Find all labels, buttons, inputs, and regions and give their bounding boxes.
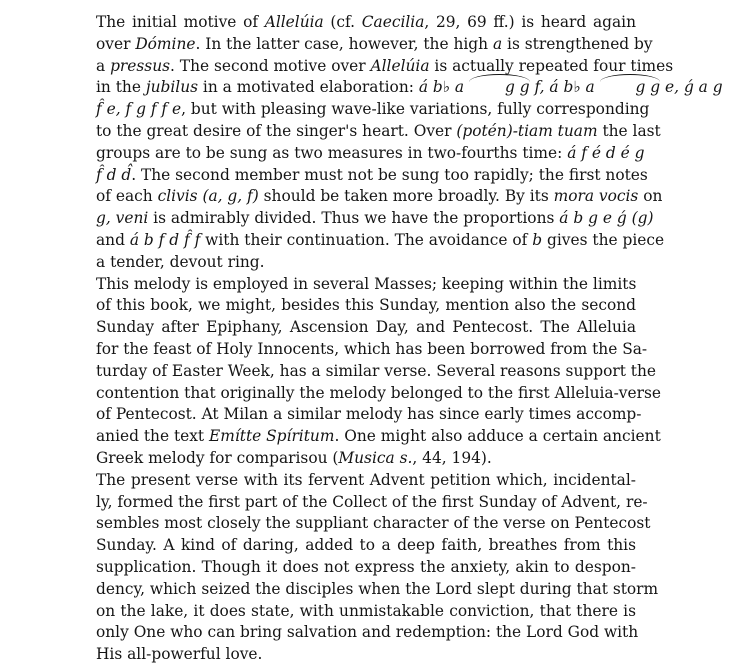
- text-line: [60, 12, 636, 34]
- text-run: turday of Easter Week, has a similar verse. Several reasons support the: [96, 361, 656, 380]
- text-run: of each: [96, 187, 158, 206]
- text-line: [60, 513, 651, 535]
- text-line: [60, 56, 674, 78]
- text-line: [60, 99, 650, 121]
- text-run: Sunday. A kind of daring, added to a deep faith, breathes from this: [96, 536, 636, 555]
- text-run: the last: [597, 121, 661, 140]
- text-run: , 29, 69 ff.) is heard again: [424, 13, 636, 31]
- text-line: [60, 274, 636, 296]
- text-run: gives the piece: [542, 230, 665, 249]
- text-run: groups are to be sung as two measures in two-fourths time:: [96, 143, 568, 162]
- italic-text-run: mora vocis: [553, 187, 639, 206]
- text-run: is admirably divided. Thus we have the proportions: [148, 209, 560, 228]
- text-run: His all-powerful love.: [96, 645, 263, 664]
- text-run: is actually repeated four times: [429, 56, 674, 75]
- text-line: [60, 644, 636, 666]
- italic-text-run: Musica s.: [338, 448, 413, 467]
- text-run: over: [96, 34, 136, 53]
- italic-text-run: á b♭ a: [418, 78, 469, 97]
- italic-text-run: e, ǵ a g: [660, 78, 723, 97]
- text-run: Sunday after Epiphany, Ascension Day, and Pentecost. The Alleluia: [96, 318, 636, 337]
- text-line: [60, 404, 642, 426]
- text-run: . In the latter case, however, the high: [195, 34, 493, 53]
- text-line: [60, 230, 665, 252]
- text-line: [60, 34, 653, 56]
- text-line: [60, 121, 661, 143]
- text-line: [60, 535, 636, 557]
- text-run: on the lake, it does state, with unmistakable conviction, that there is: [96, 601, 636, 620]
- text-line: [60, 426, 661, 448]
- text-run: (cf.: [323, 13, 362, 31]
- italic-text-run: Allelúia: [370, 56, 430, 75]
- document-page: [60, 12, 723, 666]
- italic-text-run: pressus: [110, 56, 171, 75]
- italic-text-run: clivis (a, g, f): [157, 187, 259, 206]
- italic-text-run: (potén)-tiam tuam: [456, 121, 598, 140]
- text-run: a: [96, 56, 111, 75]
- text-run: This melody is employed in several Masses; keeping within the limits: [96, 274, 637, 293]
- text-run: . The second member must not be sung too rapidly; the first notes: [131, 165, 648, 184]
- italic-text-run: Dómine: [135, 34, 196, 53]
- text-run: is strengthened by: [502, 34, 653, 53]
- italic-text-run: Allelúia: [264, 13, 324, 31]
- text-run: dency, which seized the disciples when the Lord slept during that storm: [96, 579, 659, 598]
- text-line: [60, 208, 654, 230]
- text-run: with their continuation. The avoidance of: [200, 230, 533, 249]
- text-line: [60, 622, 639, 644]
- text-line: [60, 295, 636, 317]
- text-run: on: [638, 187, 663, 206]
- italic-text-run: b: [532, 230, 543, 249]
- italic-text-run: jubilus: [145, 78, 199, 97]
- italic-text-run: f̂ e, f g f f e: [96, 100, 182, 119]
- text-line: [60, 361, 656, 383]
- italic-text-run: a: [492, 34, 503, 53]
- paragraph-alleluia-motive: [60, 12, 723, 274]
- text-run: , 44, 194).: [412, 448, 492, 467]
- text-run: sembles most closely the suppliant character of the verse on Pentecost: [96, 514, 651, 533]
- text-line: [60, 317, 636, 339]
- text-run: in the: [96, 78, 146, 97]
- italic-text-run: Caecilia: [361, 13, 425, 31]
- text-line: [60, 557, 636, 579]
- text-line: [60, 143, 645, 165]
- text-line: [60, 186, 663, 208]
- text-run: ly, formed the first part of the Collect of the first Sunday of Advent, re-: [96, 492, 648, 511]
- text-run: The present verse with its fervent Advent petition which, incidental-: [96, 470, 636, 489]
- text-run: for the feast of Holy Innocents, which has been borrowed from the Sa-: [96, 339, 648, 358]
- text-line: [60, 579, 659, 601]
- text-line: [60, 339, 648, 361]
- paragraph-advent-petition: [60, 470, 659, 666]
- text-run: anied the text: [96, 427, 210, 446]
- slurred-notes: g g: [469, 77, 530, 99]
- text-line: [60, 165, 648, 187]
- text-line: [60, 252, 636, 274]
- text-run: supplication. Though it does not express the anxiety, akin to despon-: [96, 557, 636, 576]
- italic-text-run: á b f d f̂ f: [129, 230, 201, 249]
- italic-text-run: f, á b♭ a: [529, 78, 600, 97]
- text-run: . The second motive over: [170, 56, 371, 75]
- text-line: [60, 383, 661, 405]
- text-line: [60, 448, 636, 470]
- text-run: , but with pleasing wave-like variations, fully corresponding: [181, 100, 650, 119]
- text-run: contention that originally the melody belonged to the first Alleluia-verse: [96, 383, 661, 402]
- text-run: The initial motive of: [96, 13, 265, 31]
- text-line: [60, 492, 648, 514]
- text-line: [60, 601, 636, 623]
- text-run: of this book, we might, besides this Sunday, mention also the second: [96, 296, 636, 315]
- text-line: [60, 77, 723, 99]
- text-run: . One might also adduce a certain ancient: [334, 427, 661, 446]
- text-run: of Pentecost. At Milan a similar melody has since early times accomp-: [96, 405, 642, 424]
- text-run: to the great desire of the singer's heart. Over: [96, 121, 457, 140]
- text-run: a tender, devout ring.: [96, 252, 265, 271]
- slurred-notes: g g: [600, 77, 661, 99]
- text-run: in a motivated elaboration:: [198, 78, 419, 97]
- paragraph-melody-usage: [60, 274, 661, 470]
- text-run: should be taken more broadly. By its: [258, 187, 554, 206]
- text-line: [60, 470, 636, 492]
- italic-text-run: f̂ d d̂: [96, 165, 132, 184]
- text-run: and: [96, 230, 130, 249]
- italic-text-run: á f é d é g: [567, 143, 645, 162]
- text-run: Greek melody for comparisou (: [96, 448, 339, 467]
- text-run: only One who can bring salvation and redemption: the Lord God with: [96, 623, 639, 642]
- italic-text-run: á b g e ǵ (g): [559, 209, 654, 228]
- italic-text-run: g, veni: [96, 209, 149, 228]
- italic-text-run: Emítte Spíritum: [209, 427, 335, 446]
